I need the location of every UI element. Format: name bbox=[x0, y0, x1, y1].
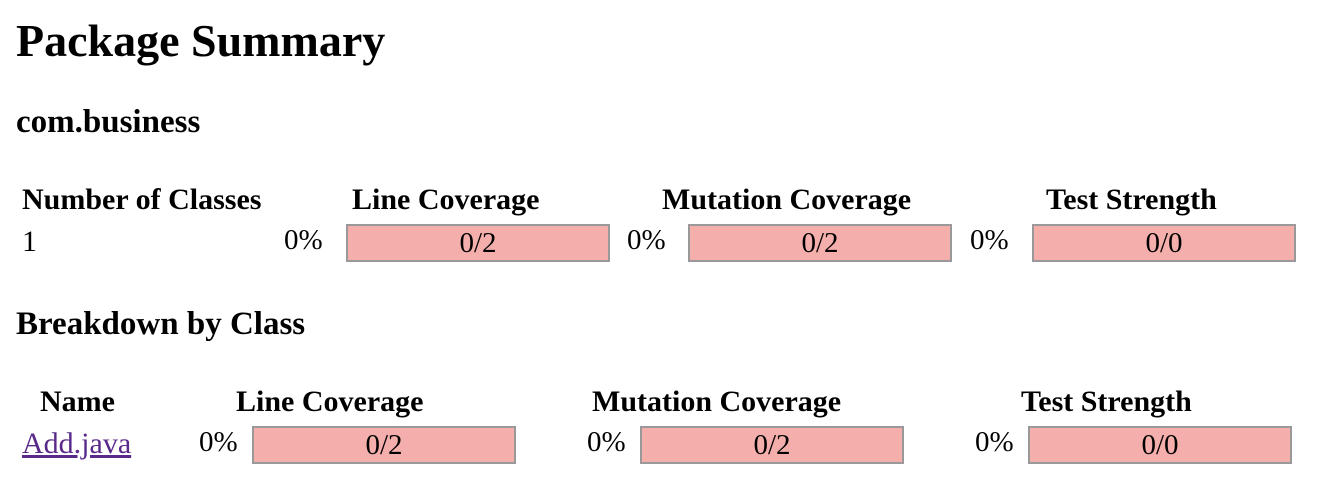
class-mutation-coverage-ratio: 0/2 bbox=[753, 429, 791, 461]
test-strength-ratio: 0/0 bbox=[1145, 227, 1183, 259]
number-of-classes-value: 1 bbox=[22, 225, 37, 258]
line-coverage-bar bbox=[346, 224, 610, 262]
class-test-strength-bar bbox=[1028, 426, 1292, 464]
class-line-coverage-ratio: 0/2 bbox=[365, 429, 403, 461]
header-class-mutation-coverage: Mutation Coverage bbox=[592, 385, 842, 418]
mutation-coverage-percent: 0% bbox=[627, 224, 666, 256]
page-title: Package Summary bbox=[16, 15, 386, 66]
test-strength-bar bbox=[1032, 224, 1296, 262]
class-name-cell bbox=[22, 426, 131, 462]
class-line-coverage-bar bbox=[252, 426, 516, 464]
header-line-coverage: Line Coverage bbox=[352, 183, 540, 216]
class-line-coverage-percent: 0% bbox=[199, 426, 238, 458]
mutation-coverage-bar bbox=[688, 224, 952, 262]
line-coverage-percent: 0% bbox=[284, 224, 323, 256]
package-name-heading: com.business bbox=[16, 104, 201, 140]
header-name: Name bbox=[40, 385, 115, 418]
header-class-test-strength: Test Strength bbox=[1021, 385, 1192, 418]
mutation-coverage-ratio: 0/2 bbox=[801, 227, 839, 259]
breakdown-heading: Breakdown by Class bbox=[16, 306, 306, 342]
line-coverage-ratio: 0/2 bbox=[459, 227, 497, 259]
header-mutation-coverage: Mutation Coverage bbox=[662, 183, 912, 216]
header-number-of-classes: Number of Classes bbox=[22, 183, 262, 216]
test-strength-percent: 0% bbox=[970, 224, 1009, 256]
class-mutation-coverage-bar bbox=[640, 426, 904, 464]
header-class-line-coverage: Line Coverage bbox=[236, 385, 424, 418]
class-mutation-coverage-percent: 0% bbox=[587, 426, 626, 458]
class-link-add-java[interactable]: Add.java bbox=[22, 427, 132, 460]
class-test-strength-percent: 0% bbox=[975, 426, 1014, 458]
header-test-strength: Test Strength bbox=[1046, 183, 1217, 216]
class-test-strength-ratio: 0/0 bbox=[1141, 429, 1179, 461]
